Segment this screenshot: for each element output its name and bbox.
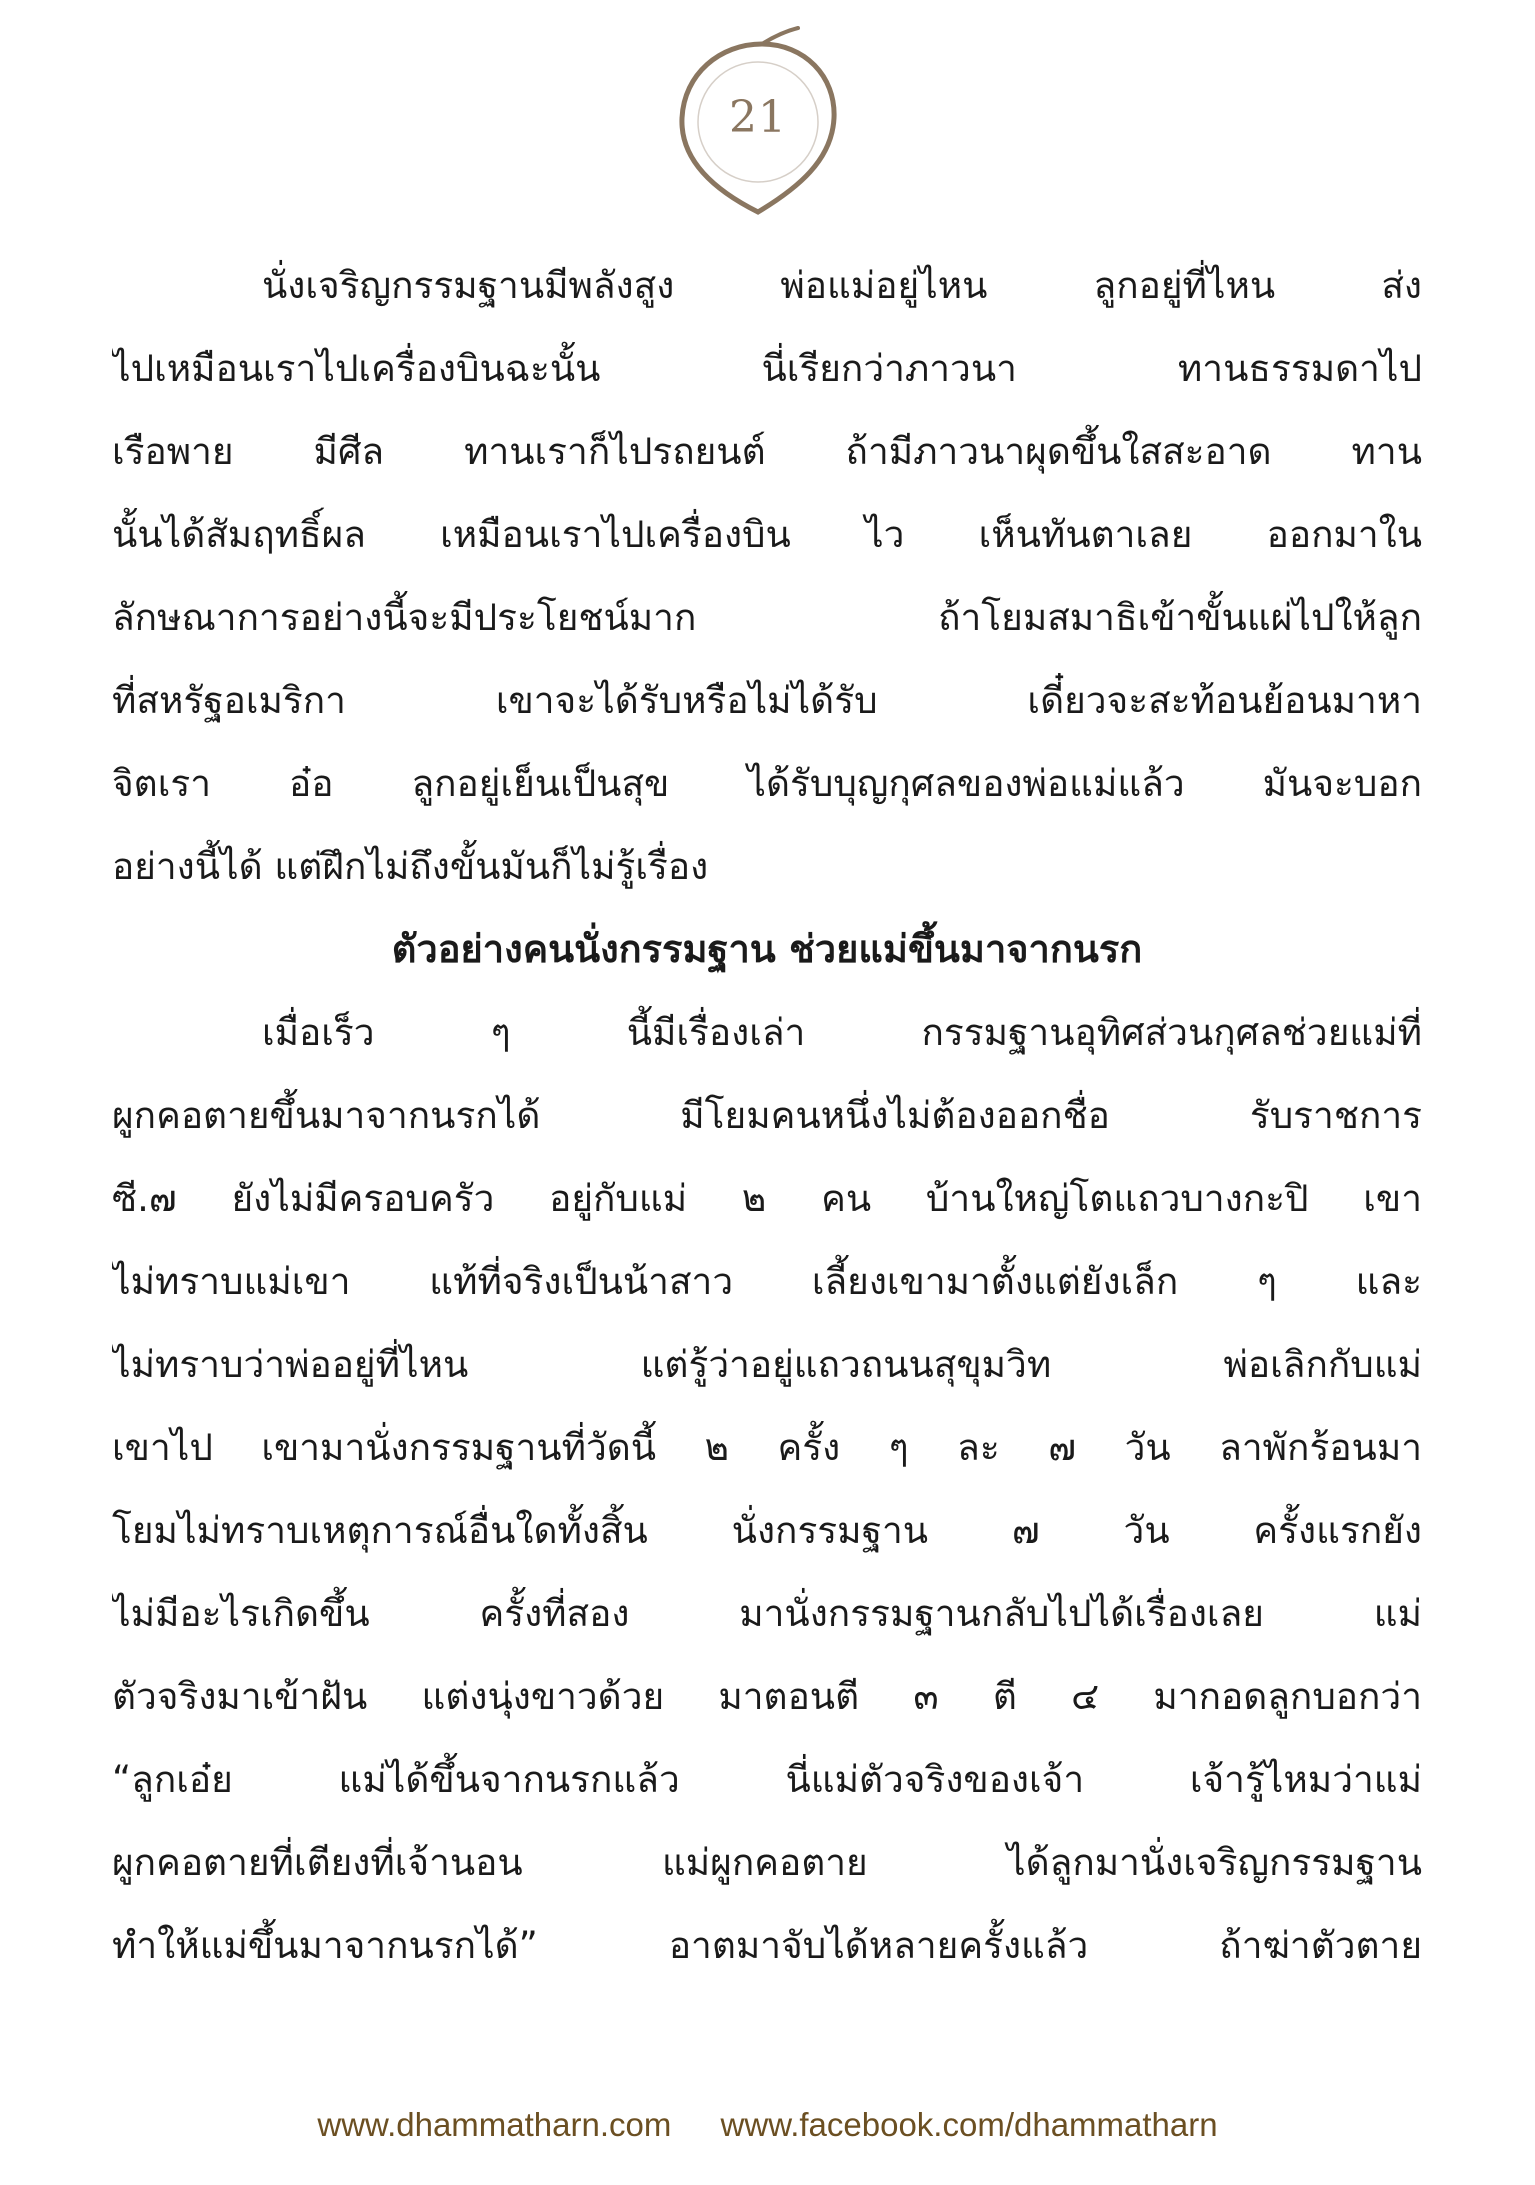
- website-link[interactable]: www.dhammatharn.com: [317, 2106, 672, 2143]
- text-line: เรือพาย มีศีล ทานเราก็ไปรถยนต์ ถ้ามีภาวนาผุดขึ้นใสสะอาด ทาน: [112, 430, 1422, 473]
- text-line: ผูกคอตายที่เตียงที่เจ้านอน แม่ผูกคอตาย ได้ลูกมานั่งเจริญกรรมฐาน: [112, 1841, 1422, 1884]
- body-text: [112, 244, 1422, 1987]
- text-line: ไปเหมือนเราไปเครื่องบินฉะนั้น นี่เรียกว่าภาวนา ทานธรรมดาไป: [112, 347, 1422, 390]
- text-line: ทำให้แม่ขึ้นมาจากนรกได้” อาตมาจับได้หลายครั้งแล้ว ถ้าฆ่าตัวตาย: [112, 1924, 1422, 1967]
- text-line: นั่งเจริญกรรมฐานมีพลังสูง พ่อแม่อยู่ไหน ลูกอยู่ที่ไหน ส่ง: [262, 264, 1422, 307]
- text-line: ไม่มีอะไรเกิดขึ้น ครั้งที่สอง มานั่งกรรมฐานกลับไปได้เรื่องเลย แม่: [112, 1592, 1422, 1635]
- text-line: ไม่ทราบว่าพ่ออยู่ที่ไหน แต่รู้ว่าอยู่แถวถนนสุขุมวิท พ่อเลิกกับแม่: [112, 1343, 1422, 1386]
- text-line: ที่สหรัฐอเมริกา เขาจะได้รับหรือไม่ได้รับ เดี๋ยวจะสะท้อนย้อนมาหา: [112, 679, 1422, 722]
- text-line: จิตเรา อ๋อ ลูกอยู่เย็นเป็นสุข ได้รับบุญกุศลของพ่อแม่แล้ว มันจะบอก: [112, 762, 1422, 805]
- text-line: ตัวจริงมาเข้าฝัน แต่งนุ่งขาวด้วย มาตอนตี ๓ ตี ๔ มากอดลูกบอกว่า: [112, 1675, 1422, 1718]
- text-line: ลักษณาการอย่างนี้จะมีประโยชน์มาก ถ้าโยมสมาธิเข้าขั้นแผ่ไปให้ลูก: [112, 596, 1422, 639]
- text-line: อย่างนี้ได้ แต่ฝึกไม่ถึงขั้นมันก็ไม่รู้เรื่อง: [112, 845, 709, 888]
- text-line: เขาไป เขามานั่งกรรมฐานที่วัดนี้ ๒ ครั้ง ๆ ละ ๗ วัน ลาพักร้อนมา: [112, 1426, 1422, 1469]
- facebook-link[interactable]: www.facebook.com/dhammatharn: [720, 2106, 1218, 2143]
- text-line: โยมไม่ทราบเหตุการณ์อื่นใดทั้งสิ้น นั่งกรรมฐาน ๗ วัน ครั้งแรกยัง: [112, 1509, 1422, 1552]
- footer: [0, 2106, 1535, 2144]
- section-heading: ตัวอย่างคนนั่งกรรมฐาน ช่วยแม่ขึ้นมาจากนรก: [391, 927, 1143, 971]
- text-line: เมื่อเร็ว ๆ นี้มีเรื่องเล่า กรรมฐานอุทิศส่วนกุศลช่วยแม่ที่: [262, 1011, 1422, 1054]
- text-line: ผูกคอตายขึ้นมาจากนรกได้ มีโยมคนหนึ่งไม่ต้องออกชื่อ รับราชการ: [112, 1094, 1422, 1137]
- text-line: ซี.๗ ยังไม่มีครอบครัว อยู่กับแม่ ๒ คน บ้านใหญ่โตแถวบางกะปิ เขา: [112, 1177, 1422, 1220]
- text-line: นั้นได้สัมฤทธิ์ผล เหมือนเราไปเครื่องบิน ไว เห็นทันตาเลย ออกมาใน: [112, 513, 1422, 556]
- text-line: “ลูกเอ๋ย แม่ได้ขึ้นจากนรกแล้ว นี่แม่ตัวจริงของเจ้า เจ้ารู้ไหมว่าแม่: [112, 1758, 1422, 1801]
- page-number: 21: [729, 92, 787, 143]
- text-line: ไม่ทราบแม่เขา แท้ที่จริงเป็นน้าสาว เลี้ยงเขามาตั้งแต่ยังเล็ก ๆ และ: [112, 1260, 1422, 1303]
